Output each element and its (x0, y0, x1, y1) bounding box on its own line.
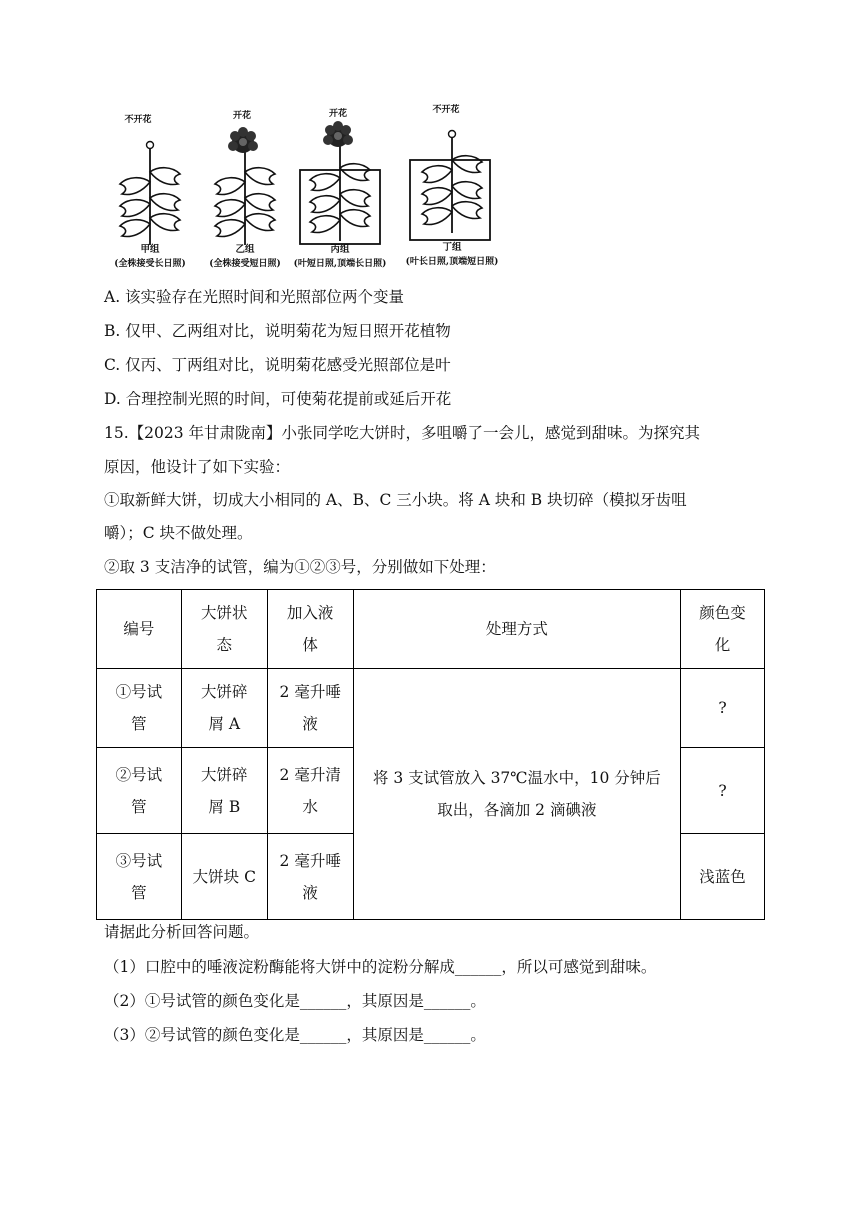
plant-group-jia (114, 113, 186, 269)
cell-state: 大饼块 C (181, 834, 267, 920)
group-ding-name: 丁组 (442, 242, 462, 253)
group-ding-top: 不开花 (432, 105, 460, 115)
header-state: 大饼状 态 (181, 590, 267, 669)
header-id: 编号 (97, 590, 182, 669)
sub-question-3: （3）②号试管的颜色变化是______，其原因是______。 (104, 1026, 486, 1044)
sub-question-2: （2）①号试管的颜色变化是______，其原因是______。 (104, 992, 486, 1010)
cell-state: 大饼碎 屑 B (181, 748, 267, 834)
option-a: A. 该实验存在光照时间和光照部位两个变量 (104, 288, 405, 306)
group-yi-note: (全株接受短日照) (209, 259, 281, 269)
group-yi-top: 开花 (232, 111, 252, 121)
option-c: C. 仅丙、丁两组对比，说明菊花感受光照部位是叶 (104, 356, 451, 374)
cell-color: 浅蓝色 (681, 834, 765, 920)
cell-state: 大饼碎 屑 A (181, 669, 267, 748)
cell-treatment: 将 3 支试管放入 37℃温水中，10 分钟后 取出，各滴加 2 滴碘液 (353, 669, 680, 920)
plant-diagram (100, 100, 520, 275)
option-d: D. 合理控制光照的时间，可使菊花提前或延后开花 (104, 390, 452, 408)
experiment-table (96, 589, 765, 920)
cell-liquid: 2 毫升唾 液 (267, 834, 353, 920)
question-stem-line2: 原因，他设计了如下实验： (104, 458, 291, 476)
group-jia-top: 不开花 (124, 115, 152, 125)
cell-liquid: 2 毫升清 水 (267, 748, 353, 834)
group-bing-top: 开花 (328, 109, 348, 119)
group-bing-name: 丙组 (330, 244, 350, 255)
header-treatment: 处理方式 (353, 590, 680, 669)
question-stem-line1: 15.【2023 年甘肃陇南】小张同学吃大饼时，多咀嚼了一会儿，感觉到甜味。为探究其 (104, 424, 701, 442)
cell-id: ②号试 管 (97, 748, 182, 834)
plant-group-ding (406, 103, 499, 267)
group-jia-note: (全株接受长日照) (114, 259, 186, 269)
header-color: 颜色变 化 (681, 590, 765, 669)
table-header-row (97, 590, 765, 669)
group-yi-name: 乙组 (235, 244, 255, 255)
step-2: ②取 3 支洁净的试管，编为①②③号，分别做如下处理： (104, 558, 496, 576)
group-bing-note: (叶短日照,顶端长日照) (293, 259, 387, 269)
cell-liquid: 2 毫升唾 液 (267, 669, 353, 748)
plant-group-bing (294, 107, 387, 269)
header-liquid: 加入液 体 (267, 590, 353, 669)
sub-question-1: （1）口腔中的唾液淀粉酶能将大饼中的淀粉分解成______，所以可感觉到甜味。 (104, 958, 657, 976)
cell-id: ③号试 管 (97, 834, 182, 920)
chrysanthemum-figure (100, 100, 520, 275)
cell-color: ? (681, 748, 765, 834)
group-jia-name: 甲组 (140, 244, 160, 255)
group-ding-note: (叶长日照,顶端短日照) (405, 257, 499, 267)
cell-color: ? (681, 669, 765, 748)
cell-id: ①号试 管 (97, 669, 182, 748)
step-1-line2: 嚼）；C 块不做处理。 (104, 524, 253, 542)
option-b: B. 仅甲、乙两组对比，说明菊花为短日照开花植物 (104, 322, 451, 340)
plant-group-yi (209, 109, 281, 269)
table-row (97, 669, 765, 748)
analysis-prompt: 请据此分析回答问题。 (104, 923, 260, 941)
step-1-line1: ①取新鲜大饼，切成大小相同的 A、B、C 三小块。将 A 块和 B 块切碎（模拟牙齿咀 (104, 491, 687, 509)
